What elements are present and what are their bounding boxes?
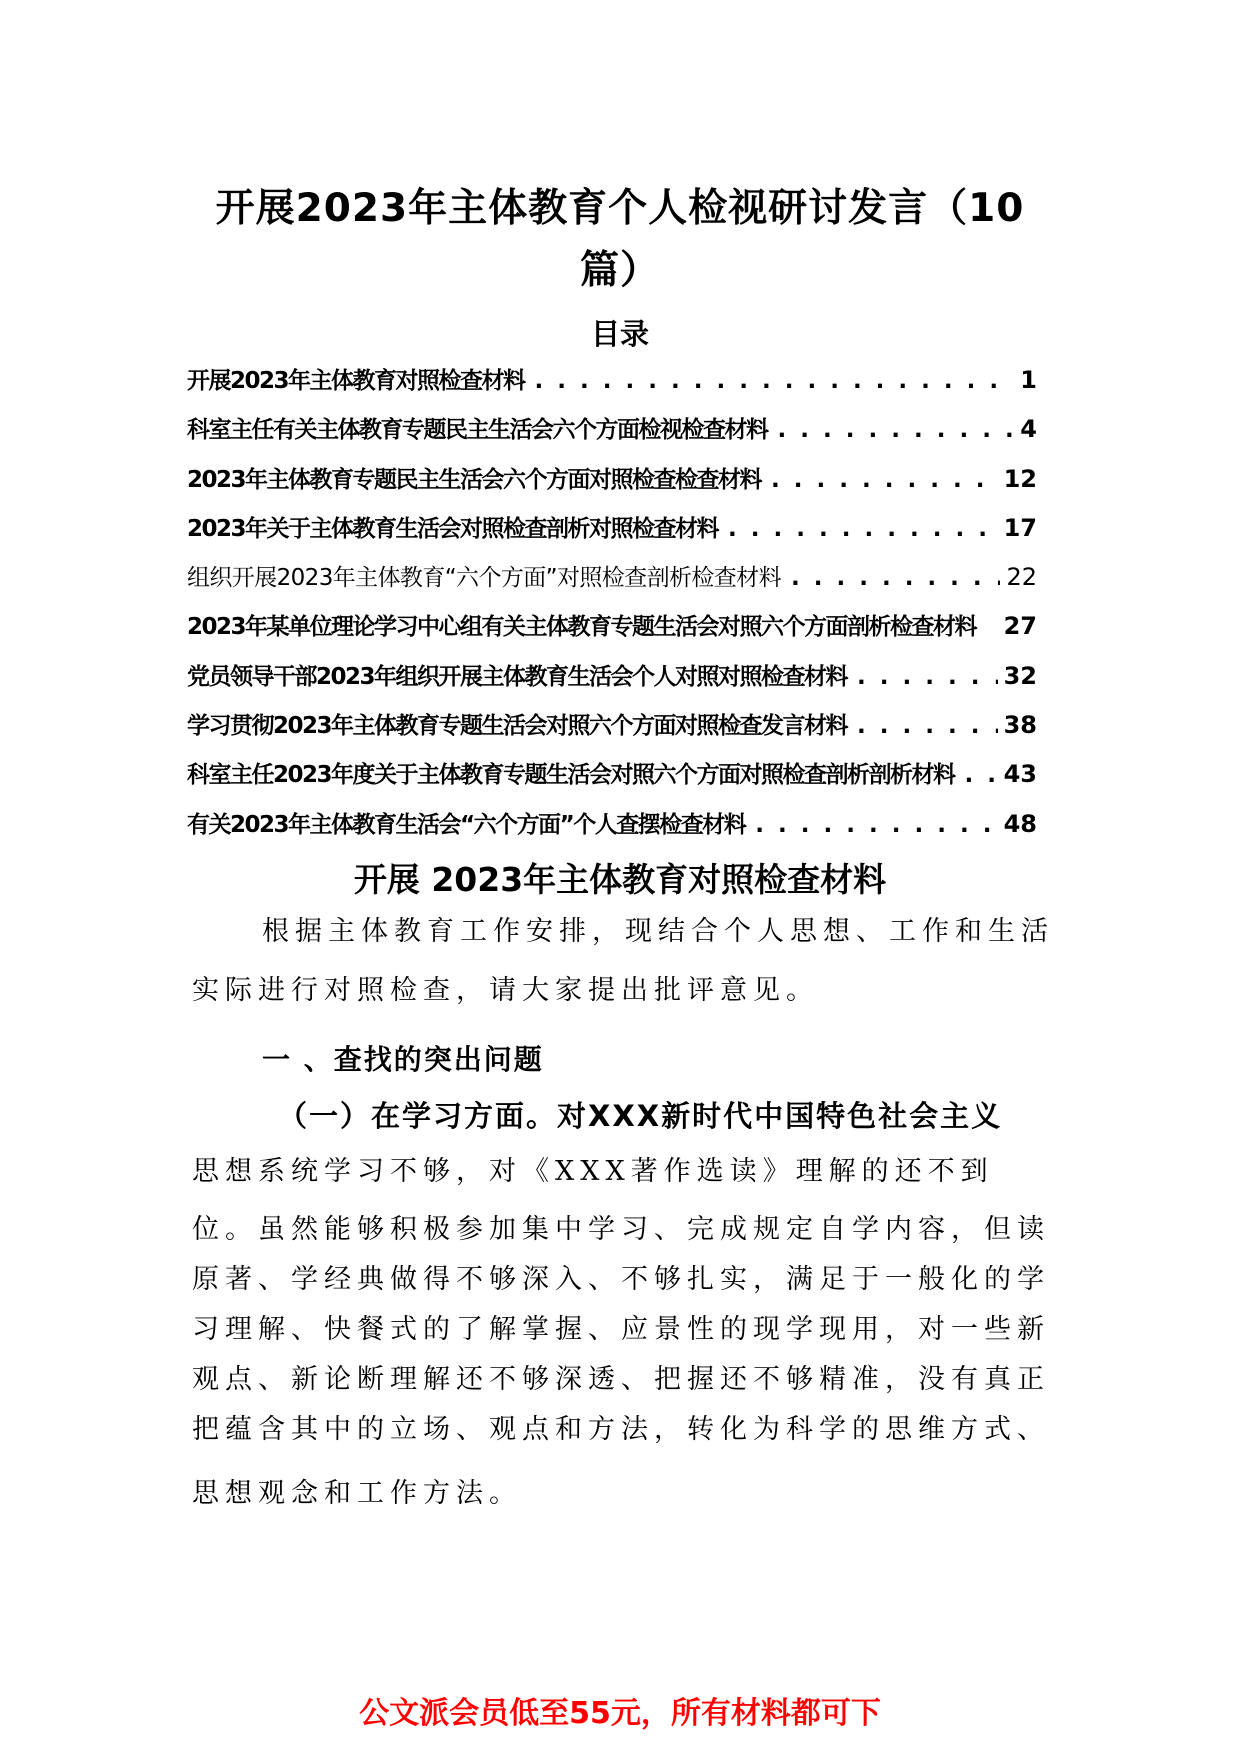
- toc-entry-title[interactable]: 开展2023年主体教育对照检查材料: [187, 368, 525, 394]
- toc-entry-5[interactable]: [187, 559, 1037, 608]
- toc-entry-1[interactable]: [187, 362, 1037, 411]
- toc-page-number: 22: [1006, 563, 1037, 592]
- toc-entry-9[interactable]: [187, 756, 1037, 805]
- document-title-line1: 开展2023年主体教育个人检视研讨发言（10: [215, 186, 1025, 231]
- document-title-line2: 篇）: [579, 248, 660, 293]
- toc-entry-7[interactable]: [187, 658, 1037, 707]
- body-line: 观点、新论断理解还不够深透、把握还不够精准，没有真正: [192, 1364, 1050, 1395]
- toc-entry-title[interactable]: 党员领导干部2023年组织开展主体教育生活会个人对照对照检查材料: [187, 663, 848, 690]
- toc-entry-10[interactable]: [187, 806, 1037, 855]
- toc-page-number: 12: [1003, 464, 1037, 493]
- body-line: 习理解、快餐式的了解掌握、应景性的现学现用，对一些新: [192, 1314, 1050, 1345]
- toc-dot-leader: [755, 812, 997, 838]
- toc-dot-leader: [791, 565, 1000, 591]
- toc-entry-2[interactable]: [187, 411, 1037, 460]
- toc-page-number: 27: [1003, 612, 1037, 641]
- toc-dot-leader: [857, 664, 998, 690]
- toc-dot-leader: [778, 417, 1015, 443]
- toc-entry-title[interactable]: 学习贯彻2023年主体教育专题生活会对照六个方面对照检查发言材料: [187, 713, 848, 740]
- toc-dot-leader: [771, 467, 998, 493]
- heading-level-one: 一 、查找的突出问题: [262, 1043, 544, 1076]
- toc-dot-leader: [535, 368, 1015, 394]
- intro-paragraph-line1: 根据主体教育工作安排，现结合个人思想、工作和生活: [262, 916, 1054, 947]
- document-title: [200, 178, 1040, 302]
- footer-promo-banner[interactable]: 公文派会员低至55元，所有材料都可下: [359, 1696, 881, 1731]
- body-line-last: 思想观念和工作方法。: [192, 1478, 522, 1509]
- toc-entry-3[interactable]: [187, 461, 1037, 510]
- body-paragraph: [192, 1205, 1062, 1519]
- toc-entry-title[interactable]: 科室主任2023年度关于主体教育专题生活会对照六个方面对照检查剖析剖析材料: [187, 762, 955, 789]
- body-line: 位。虽然能够积极参加集中学习、完成规定自学内容，但读: [192, 1214, 1050, 1245]
- toc-page-number: 43: [1003, 760, 1037, 789]
- body-line: 原著、学经典做得不够深入、不够扎实，满足于一般化的学: [192, 1264, 1050, 1295]
- toc-entry-title[interactable]: 组织开展2023年主体教育“六个方面”对照检查剖析检查材料: [187, 565, 781, 592]
- toc-entry-title[interactable]: 有关2023年主体教育生活会“六个方面”个人查摆检查材料: [187, 811, 746, 838]
- toc-entry-title[interactable]: 科室主任有关主体教育专题民主生活会六个方面检视检查材料: [187, 417, 768, 444]
- toc-heading: 目录: [590, 317, 649, 351]
- table-of-contents: [187, 362, 1037, 855]
- toc-entry-title[interactable]: 2023年某单位理论学习中心组有关主体教育专题生活会对照六个方面剖析检查材料: [187, 614, 977, 641]
- toc-entry-4[interactable]: [187, 510, 1037, 559]
- subheading-continuation: 思想系统学习不够，对《XXX著作选读》理解的还不到: [192, 1156, 994, 1187]
- toc-dot-leader: [857, 713, 998, 739]
- toc-page-number: 1: [1020, 366, 1037, 394]
- toc-dot-leader: [965, 762, 998, 788]
- toc-page-number: 17: [1003, 513, 1037, 542]
- toc-entry-title[interactable]: 2023年主体教育专题民主生活会六个方面对照检查检查材料: [187, 466, 762, 493]
- section-title: 开展 2023年主体教育对照检查材料: [353, 860, 887, 899]
- subheading-study: （一）在学习方面。对XXX新时代中国特色社会主义: [278, 1099, 1003, 1133]
- toc-page-number: 48: [1003, 809, 1037, 838]
- toc-entry-title[interactable]: 2023年关于主体教育生活会对照检查剖析对照检查材料: [187, 515, 719, 542]
- toc-page-number: 32: [1003, 661, 1037, 690]
- toc-dot-leader: [728, 516, 998, 542]
- toc-entry-6[interactable]: [187, 608, 1037, 657]
- body-line: 把蕴含其中的立场、观点和方法，转化为科学的思维方式、: [192, 1414, 1050, 1445]
- toc-page-number: 4: [1020, 415, 1037, 444]
- intro-paragraph-line2: 实际进行对照检查，请大家提出批评意见。: [192, 975, 819, 1006]
- toc-entry-8[interactable]: [187, 707, 1037, 756]
- toc-page-number: 38: [1003, 711, 1037, 740]
